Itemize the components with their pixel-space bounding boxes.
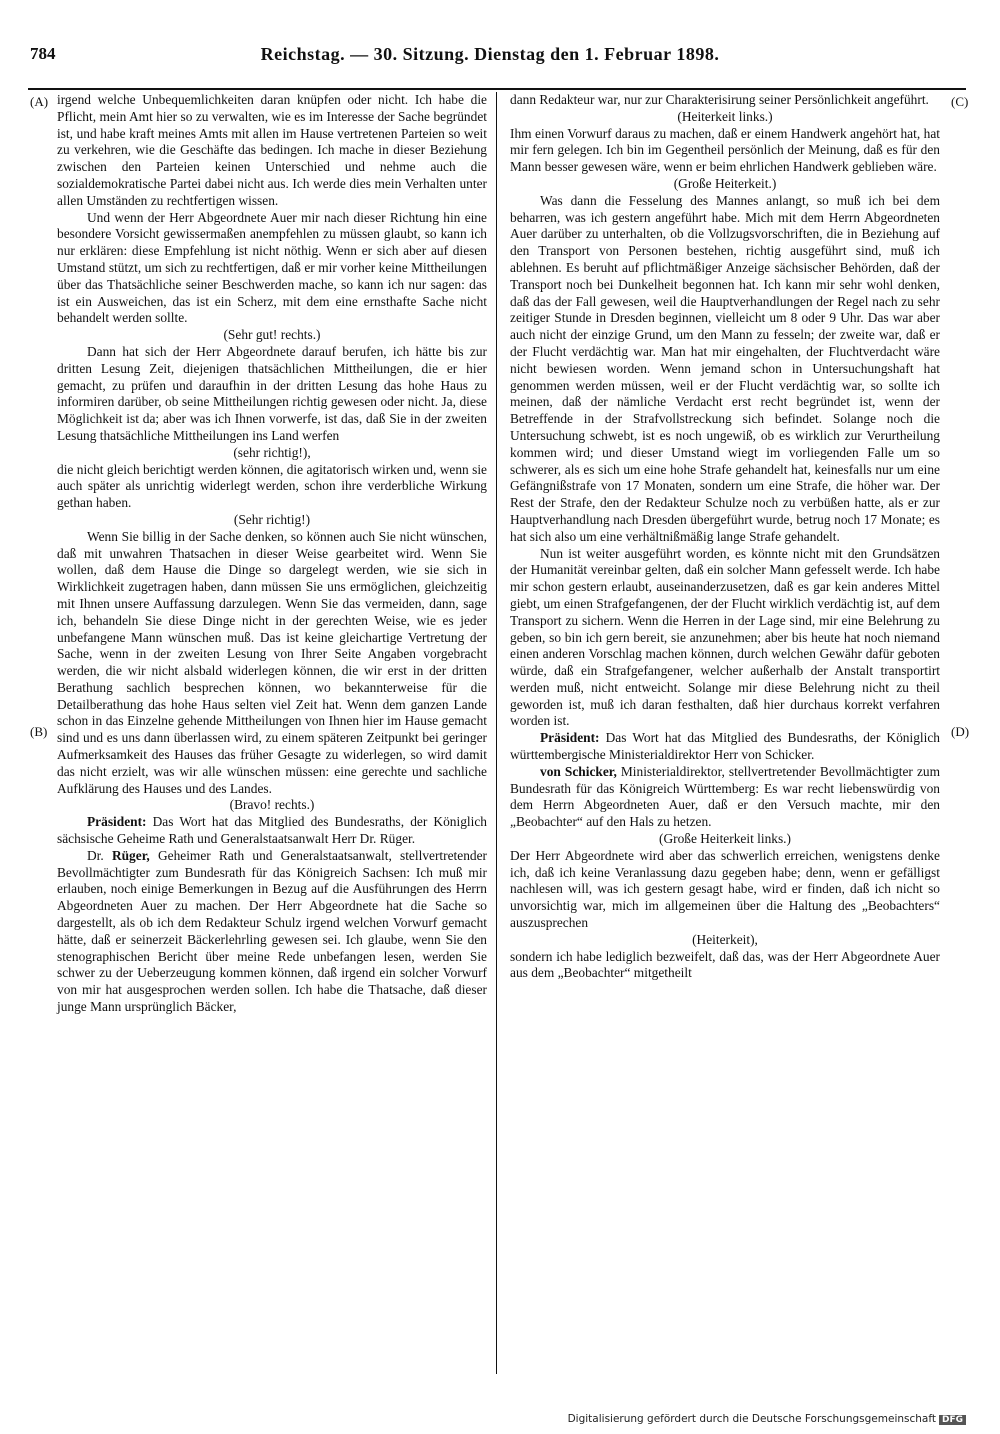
paragraph: dann Redakteur war, nur zur Charakterisirung seiner Persönlichkeit angeführt.: [510, 92, 929, 107]
header-rule: [28, 88, 966, 90]
interjection: (Heiterkeit links.): [677, 108, 773, 124]
funding-footer: [568, 1413, 966, 1425]
interjection: (Sehr richtig!): [233, 511, 311, 527]
speaker-name: von Schicker,: [540, 763, 617, 779]
interjection: (Große Heiterkeit.): [673, 175, 777, 191]
page-number: 784: [30, 44, 56, 63]
paragraph: Ihm einen Vorwurf daraus zu machen, daß er einem Handwerk angehört hat, hat mir fern gelegen. Ich bin im Gegentheil persönlich der Meinung, daß es für den Mann besser gewesen wäre, wenn er beim ehrlichen Handwerk geblieben wäre.: [510, 125, 940, 175]
column-rule: [496, 92, 497, 1374]
running-head: Reichstag. — 30. Sitzung. Dienstag den 1. Februar 1898.: [260, 44, 720, 64]
margin-marker-d: (D): [951, 724, 970, 739]
speaker-paragraph: [57, 848, 487, 1016]
margin-marker-b: (B): [30, 724, 48, 739]
footer-text: Digitalisierung gefördert durch die Deutsche Forschungsgemeinschaft: [567, 1413, 936, 1425]
speaker-name: Präsident:: [87, 814, 147, 830]
interjection: (Sehr gut! rechts.): [223, 327, 321, 343]
paragraph: Nun ist weiter ausgeführt worden, es könnte nicht mit den Grundsätzen der Humanität vereinbar gelten, daß ein solcher Mann gefesselt werde. Ich habe mir schon gestern erlaubt, auseinanderzusetzen, daß es gar kein anderes Mittel giebt, um einen Strafgefangenen, der der Flucht wirklich verdächtig ist, auf dem Transport zu sichern. Wenn die Herren in der Lage sind, mir eine Belehrung zu geben, so bin ich gern bereit, sie anzunehmen; aber bis heute hat noch niemand einen anderen Vorschlag machen können, durch welchen Gewähr dafür geboten würde, daß ein Strafgefangener, welcher außerhalb der Anstalt transportirt werden muß, nicht entweicht. Solange mir diese Belehrung nicht zu theil geworden ist, muß ich daran festhalten, daß hier durchaus korrekt verfahren worden ist.: [510, 545, 940, 729]
margin-marker-a: (A): [30, 94, 49, 109]
dfg-logo: DFG: [939, 1415, 966, 1425]
margin-marker-c: (C): [951, 94, 969, 109]
right-column: [510, 92, 940, 982]
paragraph-text: Ministerialdirektor, stellvertretender Bevollmächtigter zum Bundesrath für das Königreich Württemberg: Es war recht liebenswürdig von dem Herrn Abgeordneten Auer, daß er den Versuch machte, mir den „Beobachter“ auf den Hals zu hetzen.: [510, 763, 940, 830]
paragraph: sondern ich habe lediglich bezweifelt, daß das, was der Herr Abgeordnete Auer aus dem „Beobachter“ mitgetheilt: [510, 948, 940, 981]
speaker-paragraph: [510, 764, 940, 831]
speaker-paragraph: [57, 814, 487, 848]
speaker-name: Rüger,: [111, 847, 150, 863]
speaker-paragraph: [510, 730, 940, 764]
paragraph: Der Herr Abgeordnete wird aber das schwerlich erreichen, wenigstens denke ich, daß ich keine Veranlassung dazu gegeben habe; denn, wenn er gefälligst nachlesen will, was ich gestern gesagt habe, wird er finden, daß ich nicht so unvorsichtig war, mich im allgemeinen über die Haltung des „Beobachters“ auszusprechen: [510, 847, 940, 931]
paragraph-text: Das Wort hat das Mitglied des Bundesraths, der Königlich sächsische Geheime Rath und Generalstaatsanwalt Herr Dr. Rüger.: [57, 814, 487, 847]
paragraph-text: Das Wort hat das Mitglied des Bundesraths, der Königlich württembergische Ministerialdirektor Herr von Schicker.: [510, 730, 940, 763]
paragraph-text: Geheimer Rath und Generalstaatsanwalt, stellvertretender Bevollmächtigter zum Bundesrath für das Königreich Sachsen: Ich muß mir erlauben, noch einige Bemerkungen in Bezug auf die Ausführungen des Herrn Abgeordneten Auer zu machen. Der Herr Abgeordnete hat die Sache so dargestellt, als ob ich dem Redakteur Schulz irgend welchen Vorwurf gemacht hätte, daß er seinerzeit Bäckerlehrling gewesen sei. Ich glaube, wenn Sie den stenographischen Bericht über meine Rede unbefangen lesen, werden Sie schwer zu der Ueberzeugung kommen können, daß irgend ein solcher Vorwurf von mir hat ausgesprochen werden sollen. Ich habe die Thatsache, daß dieser junge Mann ursprünglich Bäcker,: [57, 847, 487, 1015]
interjection: (Bravo! rechts.): [229, 797, 315, 813]
left-column: [57, 92, 487, 1016]
paragraph: Was dann die Fesselung des Mannes anlangt, so muß ich bei dem beharren, was ich gestern angeführt habe. Mich mit dem Herrn Abgeordneten Auer darüber zu unterhalten, ob die Vollzugsvorschriften, die in Beziehung auf den Transport von Personen bestehen, richtig ausgeführt sind, muß ich ablehnen. Es beruht auf pflichtmäßiger Anzeige sächsischer Behörden, daß der Transport noch bei Dunkelheit begonnen hat. Ich kann mir sehr wohl denken, daß das der Fall gewesen, weil die Hauptverhandlungen der Regel nach zu sehr zeitiger Stunde in Dresden beginnen, vielleicht um 8 oder 9 Uhr. Das war aber auch nicht der einzige Grund, um den Mann zu fesseln; der zweite war, daß er der Flucht verdächtig war. Man hat mir eingehalten, der Fluchtverdacht wäre nicht bewiesen worden. Wenn jemand schon in Untersuchungshaft hat genommen werden müssen, weil er der Flucht verdächtig war, so sollte ich meinen, daß der nämliche Verdacht erst recht begründet ist, wenn der Betreffende in der Strafvollstreckung sich befindet. Solange noch die Untersuchung schwebt, ist es noch ungewiß, ob es wirklich zur Verurtheilung kommen wird; und dieser Umstand wiegt im vorliegenden Falle um so schwerer, als es sich um eine hohe Strafe gehandelt hat, keinesfalls nur um eine Gefängnißstrafe von 17 Monaten, sondern um eine Strafe, die höher war. Der Rest der Strafe, den der Redakteur Schulze noch zu verbüßen hatte, als er zur Hauptverhandlung nach Dresden übergeführt wurde, betrug noch 17 Monate; es hat sich also um eine verhältnißmäßig lange Strafe gehandelt.: [510, 192, 940, 544]
speaker-name: Präsident:: [540, 730, 600, 746]
paragraph: irgend welche Unbequemlichkeiten daran knüpfen oder nicht. Ich habe die Pflicht, mein Amt hier so zu verwalten, wie es im Interesse der Sache begründet ist, und habe kraft meines Amts mit allen im Hause vertretenen Parteien so weit zu verkehren, wie die Geschäfte das bedingen. Ich mache in dieser Beziehung zwischen den Parteien keinen Unterschied und nehme auch die sozialdemokratische Partei dabei nicht aus. Ich werde dies mein Verhalten unter allen Umständen zu rechtfertigen wissen.: [57, 92, 487, 208]
paragraph: die nicht gleich berichtigt werden können, die agitatorisch wirken und, wenn sie auch später als unrichtig widerlegt werden, schon ihre verderbliche Wirkung gethan haben.: [57, 461, 487, 511]
paragraph: Dann hat sich der Herr Abgeordnete darauf berufen, ich hätte bis zur dritten Lesung Zeit, diejenigen thatsächlichen Mittheilungen, die er hier gemacht, zu prüfen und daraufhin in der dritten Lesung das hohe Haus zu informiren darüber, ob seine Mittheilungen richtig gewesen oder nicht. Ja, diese Möglichkeit ist da; aber was ich Ihnen vorwerfe, ist das, daß Sie in der zweiten Lesung thatsächliche Mittheilungen ins Land werfen: [57, 343, 487, 443]
interjection: (sehr richtig!),: [233, 444, 311, 460]
paragraph: Und wenn der Herr Abgeordnete Auer mir nach dieser Richtung hin eine besondere Vorsicht gewissermaßen anempfehlen zu müssen glaubt, so kann ich nur erklären: diese Empfehlung ist nicht nöthig. Wenn er sich aber auf diesen Umstand stützt, um sich zu rechtfertigen, daß er mir vorher keine Mittheilungen über das Thatsächliche seiner Beschwerden mache, so kann ich nur sagen: das ist ein Ausweichen, das ist ein Scherz, mit dem eine ernsthafte Sache nicht behandelt werden sollte.: [57, 209, 487, 326]
interjection: (Große Heiterkeit links.): [658, 831, 791, 847]
interjection: (Heiterkeit),: [692, 931, 758, 947]
paragraph: Wenn Sie billig in der Sache denken, so können auch Sie nicht wünschen, daß mit unwahren Thatsachen in dieser Weise gearbeitet wird. Wenn Sie wollen, daß dem Hause die Dinge so dargelegt werden, wie sie sich in Wirklichkeit zugetragen haben, dann müssen Sie uns ermöglichen, gleichzeitig mit Ihnen unsere Auffassung darzulegen. Wenn Sie das vermeiden, dann, sage ich, behandeln Sie diese Dinge nicht in der gerechten Weise, wie es jeder unbefangene Mann wünschen muß. Das ist keine gleichartige Vertretung der Sache, wenn in der zweiten Lesung von Ihrer Seite Angaben vorgebracht werden, die wir nicht alsbald widerlegen können, die wir erst in der dritten Berathung sachlich besprechen können, wo bekannterweise für die Detailberathung das hohe Haus selten viel Zeit hat. Wenn dem ganzen Lande schon in das Einzelne gehende Mittheilungen von Ihnen hier im Hause gemacht sind und es uns dann überlassen wird, zu einem späteren Zeitpunkt bei geringer Aufmerksamkeit des Hauses das früher Gesagte zu widerlegen, so wird damit das nicht erzielt, was wir alle wünschen müssen: eine gerechte und sachliche Aufklärung des Hauses und des Landes.: [57, 528, 487, 796]
speaker-title: Dr.: [87, 847, 104, 863]
